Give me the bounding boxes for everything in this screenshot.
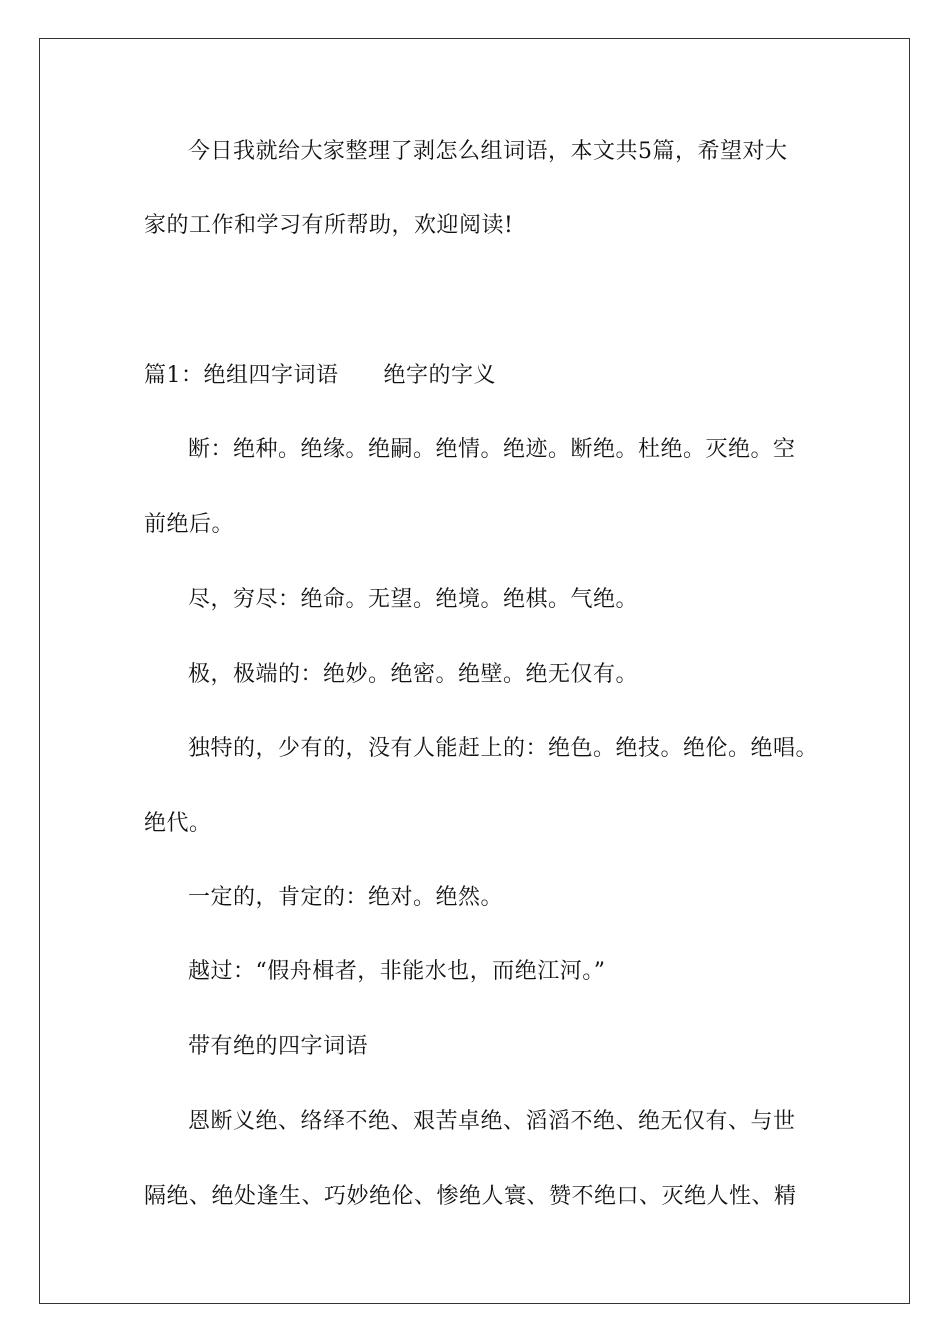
paragraph-line: 恩断义绝、络绎不绝、艰苦卓绝、滔滔不绝、绝无仅有、与世 bbox=[188, 1109, 796, 1134]
paragraph-line: 越过：“假舟楫者，非能水也，而绝江河。” bbox=[188, 959, 606, 984]
paragraph-line: 尽，穷尽：绝命。无望。绝境。绝棋。气绝。 bbox=[188, 587, 639, 612]
paragraph-line: 极，极端的：绝妙。绝密。绝壁。绝无仅有。 bbox=[188, 662, 639, 687]
paragraph-line: 前绝后。 bbox=[144, 512, 235, 537]
paragraph-line: 断：绝种。绝缘。绝嗣。绝情。绝迹。断绝。杜绝。灭绝。空 bbox=[188, 437, 796, 462]
paragraph-line: 隔绝、绝处逢生、巧妙绝伦、惨绝人寰、赞不绝口、灭绝人性、精 bbox=[144, 1184, 797, 1209]
paragraph-line: 绝代。 bbox=[144, 811, 212, 836]
paragraph-line: 独特的，少有的，没有人能赶上的：绝色。绝技。绝伦。绝唱。 bbox=[188, 736, 819, 761]
section-heading: 篇1：绝组四字词语 绝字的字义 bbox=[144, 363, 496, 388]
intro-line-2: 家的工作和学习有所帮助，欢迎阅读! bbox=[144, 213, 514, 238]
paragraph-line: 一定的，肯定的：绝对。绝然。 bbox=[188, 885, 504, 910]
intro-line-1: 今日我就给大家整理了剥怎么组词语，本文共5篇，希望对大 bbox=[188, 139, 788, 164]
paragraph-line: 带有绝的四字词语 bbox=[188, 1034, 369, 1059]
